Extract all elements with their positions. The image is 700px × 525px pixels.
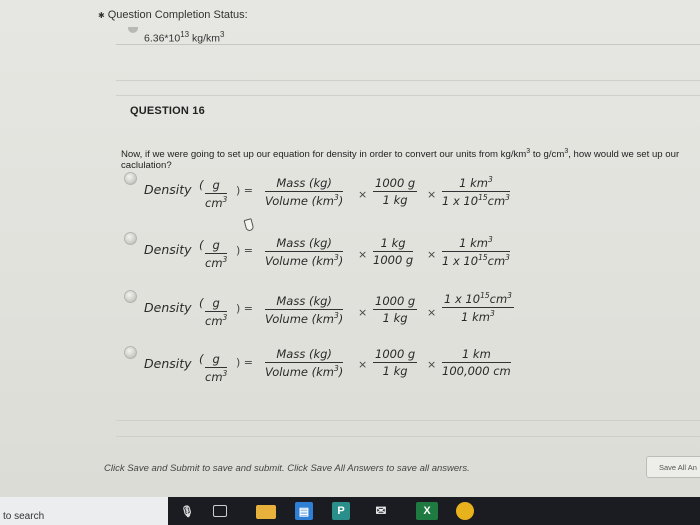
equals-sign: =	[243, 302, 254, 315]
f3-num-unit: cm	[489, 291, 508, 306]
previous-answer	[144, 30, 225, 45]
conversion-fraction-mass	[373, 236, 413, 267]
close-paren-equals: ) =	[236, 184, 254, 197]
microphone-icon[interactable]: 🎙	[180, 505, 194, 518]
fraction-numerator: 1000 g	[375, 347, 416, 361]
mouse-cursor-icon	[244, 218, 255, 232]
density-word: Density	[144, 356, 192, 371]
f3-den: 1 km	[461, 309, 490, 324]
fraction-numerator: 1 km	[442, 347, 511, 363]
lhs-den: cm	[205, 195, 223, 210]
open-paren: (	[199, 238, 204, 252]
density-word: Density	[144, 182, 192, 197]
store-icon[interactable]: ▤	[295, 502, 313, 520]
prev-answer-exp: 13	[180, 30, 190, 39]
windows-taskbar	[0, 497, 700, 525]
fraction-numerator: 1 kg	[373, 236, 413, 252]
conversion-fraction-volume	[442, 175, 510, 208]
task-view-icon[interactable]	[213, 505, 227, 517]
question-title: QUESTION 16	[130, 105, 205, 117]
prev-answer-base: 6.36*10	[144, 32, 181, 45]
f3-den: 1 x 10	[442, 253, 479, 268]
lhs-den-exp: 3	[222, 369, 228, 378]
conversion-fraction-length	[442, 347, 511, 378]
fraction-denominator	[205, 194, 227, 210]
fraction-denominator	[442, 308, 514, 324]
status-header-label: Question Completion Status:	[107, 9, 248, 21]
f3-den: 1 x 10	[442, 193, 479, 208]
lhs-num: g	[212, 178, 220, 192]
lhs-den: cm	[205, 313, 223, 328]
lhs-num: g	[212, 238, 220, 252]
f3-den-unit-exp: 3	[505, 252, 510, 262]
mail-icon[interactable]: ✉	[375, 503, 387, 518]
chrome-icon[interactable]	[456, 502, 474, 520]
fraction-denominator: 1 kg	[382, 311, 408, 325]
f1-den-close: )	[338, 253, 344, 268]
lhs-den-exp: 3	[222, 195, 228, 204]
f3-den-unit: cm	[487, 253, 506, 268]
f1-den-close: )	[338, 193, 344, 208]
divider	[116, 80, 700, 81]
mass-volume-fraction	[265, 176, 343, 208]
fraction-numerator	[199, 352, 227, 368]
f1-den-exp: 3	[334, 253, 339, 262]
times-sign: ×	[427, 188, 437, 201]
previous-radio-icon	[128, 27, 138, 33]
fraction-denominator	[205, 312, 227, 328]
lhs-den: cm	[205, 255, 223, 270]
density-label	[144, 182, 192, 197]
search-text: to search	[3, 511, 45, 522]
taskbar-search-box[interactable]	[0, 497, 168, 525]
f1-den-exp: 3	[334, 311, 339, 320]
divider	[116, 420, 700, 421]
question-completion-status	[98, 9, 248, 21]
expand-star-icon[interactable]: ✱	[98, 11, 105, 20]
close-paren-equals: ) =	[236, 244, 254, 257]
prev-answer-unit: kg/km	[192, 32, 221, 45]
mass-volume-fraction	[265, 294, 343, 326]
f3-num-unit-exp: 3	[507, 291, 512, 300]
publisher-icon[interactable]: P	[332, 502, 350, 520]
fraction-denominator: 100,000 cm	[442, 364, 511, 378]
density-label	[144, 356, 192, 371]
f1-den-exp: 3	[334, 193, 339, 202]
density-word: Density	[144, 242, 192, 257]
equals-sign: =	[243, 244, 254, 257]
answer-option-3[interactable]	[122, 290, 542, 336]
fraction-numerator: Mass (kg)	[265, 347, 343, 363]
radio-button[interactable]	[124, 172, 137, 185]
density-unit-fraction	[199, 296, 228, 328]
f1-den: Volume (km	[265, 253, 334, 268]
conversion-fraction-volume	[442, 291, 514, 324]
lhs-den-exp: 3	[222, 313, 228, 322]
q-text-sup: 3	[564, 148, 569, 155]
divider	[116, 436, 700, 437]
lhs-num: g	[212, 352, 220, 366]
lhs-num: g	[212, 296, 220, 310]
density-label	[144, 300, 192, 315]
conversion-fraction-mass	[373, 294, 417, 325]
open-paren: (	[199, 352, 204, 366]
q-text-part: , how would we set up our caclulation?	[121, 149, 680, 172]
fraction-numerator	[199, 178, 227, 194]
fraction-denominator	[442, 192, 510, 208]
fraction-numerator: Mass (kg)	[265, 236, 343, 252]
open-paren: (	[199, 178, 204, 192]
close-paren-equals: ) =	[236, 302, 254, 315]
f1-den-close: )	[338, 311, 344, 326]
radio-button[interactable]	[124, 346, 137, 359]
open-paren: (	[199, 296, 204, 310]
equals-sign: =	[243, 184, 254, 197]
fraction-numerator	[199, 238, 227, 254]
fraction-denominator: 1000 g	[373, 253, 414, 267]
fraction-denominator	[205, 368, 227, 384]
times-sign: ×	[427, 358, 437, 371]
density-word: Density	[144, 300, 192, 315]
q-text-part: Now, if we were going to set up our equation for density in order to convert our units from kg/km	[121, 149, 527, 161]
fraction-denominator	[205, 254, 227, 270]
conversion-fraction-volume	[442, 235, 510, 268]
f1-den-close: )	[338, 364, 344, 379]
q-text-part: to g/cm	[530, 149, 565, 161]
fraction-numerator	[199, 296, 227, 312]
fraction-numerator	[442, 235, 510, 252]
conversion-fraction-mass	[373, 347, 417, 378]
fraction-numerator: Mass (kg)	[265, 176, 343, 192]
save-instructions: Click Save and Submit to save and submit. Click Save All Answers to save all answers.	[104, 463, 470, 474]
close-paren-equals: ) =	[236, 356, 254, 369]
fraction-numerator: Mass (kg)	[265, 294, 343, 310]
radio-button[interactable]	[124, 290, 137, 303]
prev-answer-unit-exp: 3	[220, 30, 225, 39]
fraction-denominator: 1 kg	[382, 364, 408, 378]
times-sign: ×	[427, 306, 437, 319]
excel-icon[interactable]: X	[416, 502, 438, 520]
f3-den-exp: 15	[478, 252, 488, 262]
density-unit-fraction	[199, 352, 228, 384]
fraction-denominator	[265, 310, 343, 326]
times-sign: ×	[358, 248, 368, 261]
file-explorer-icon[interactable]	[256, 505, 276, 519]
times-sign: ×	[358, 188, 368, 201]
f3-num: 1 x 10	[444, 291, 481, 306]
fraction-numerator: 1000 g	[375, 176, 416, 190]
f3-den-unit: cm	[487, 193, 506, 208]
f3-den-unit-exp: 3	[505, 192, 510, 202]
answer-option-2[interactable]	[122, 232, 542, 278]
fraction-numerator	[442, 291, 514, 308]
question-text	[121, 146, 681, 171]
lhs-den-exp: 3	[222, 255, 228, 264]
f3-num-exp: 3	[488, 235, 493, 244]
times-sign: ×	[358, 306, 368, 319]
fraction-denominator: 1 kg	[382, 193, 408, 207]
fraction-denominator	[265, 363, 343, 379]
fraction-numerator: 1000 g	[375, 294, 416, 308]
density-label	[144, 242, 192, 257]
f3-num: 1 km	[459, 235, 488, 250]
f1-den: Volume (km	[265, 193, 334, 208]
mass-volume-fraction	[265, 236, 343, 268]
f3-den-exp: 3	[490, 308, 495, 318]
fraction-numerator	[442, 175, 510, 192]
answer-option-4[interactable]	[122, 346, 542, 392]
times-sign: ×	[427, 248, 437, 261]
answer-option-1[interactable]	[122, 172, 542, 218]
f3-den-exp: 15	[478, 192, 488, 202]
f1-den-exp: 3	[334, 364, 339, 373]
divider	[116, 95, 700, 96]
conversion-fraction-mass	[373, 176, 417, 207]
equals-sign: =	[243, 356, 254, 369]
save-all-answers-button[interactable]: Save All An	[646, 456, 700, 478]
q-text-sup: 3	[526, 148, 531, 155]
radio-button[interactable]	[124, 232, 137, 245]
fraction-denominator	[265, 252, 343, 268]
times-sign: ×	[358, 358, 368, 371]
lhs-den: cm	[205, 369, 223, 384]
f3-num: 1 km	[459, 175, 488, 190]
divider	[116, 44, 700, 45]
density-unit-fraction	[199, 178, 228, 210]
f1-den: Volume (km	[265, 311, 334, 326]
fraction-denominator	[442, 252, 510, 268]
mass-volume-fraction	[265, 347, 343, 379]
f3-num-exp: 15	[480, 291, 490, 300]
density-unit-fraction	[199, 238, 228, 270]
f3-num-exp: 3	[488, 175, 493, 184]
f1-den: Volume (km	[265, 364, 334, 379]
fraction-denominator	[265, 192, 343, 208]
